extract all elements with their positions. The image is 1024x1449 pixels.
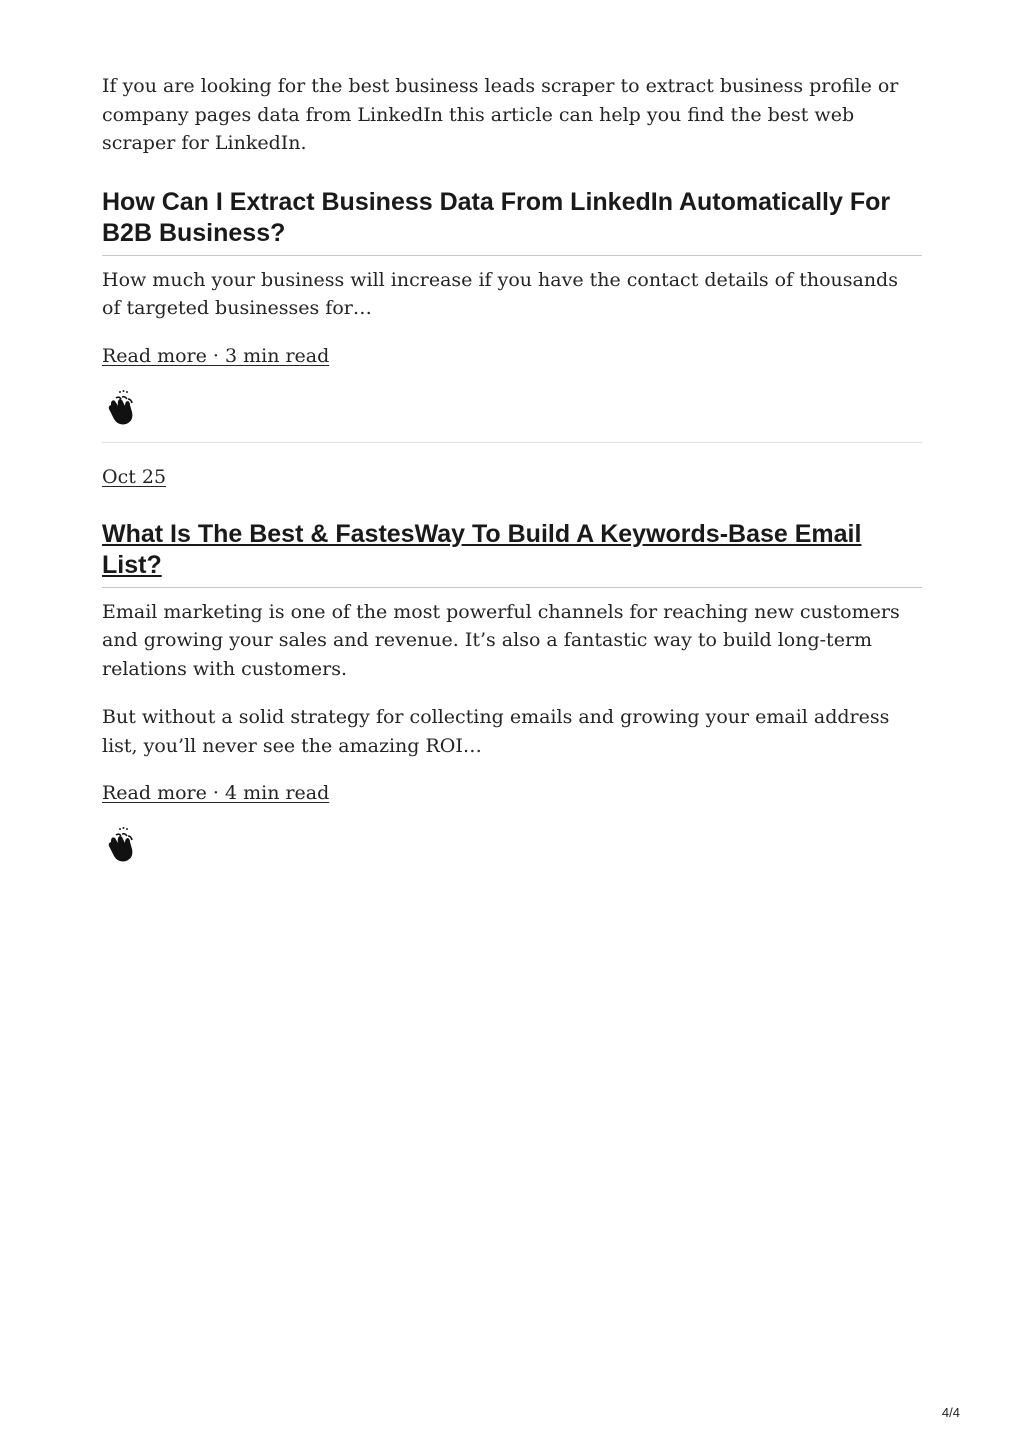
intro-paragraph: If you are looking for the best business leads scraper to extract business profile or company pages data from LinkedIn this article can help you find the best web scraper for LinkedIn.	[102, 75, 899, 154]
article2-date-link[interactable]: Oct 25	[102, 465, 167, 488]
article1-title: How Can I Extract Business Data From LinkedIn Automatically For B2B Business?	[102, 187, 922, 256]
article2-title	[102, 519, 922, 588]
article2-title-link[interactable]: What Is The Best & FastesWay To Build A Keywords-Base Email List?	[102, 519, 862, 579]
article2-excerpt-1: Email marketing is one of the most powerful channels for reaching new customers and growing your sales and revenue. It’s also a fantastic way to build long-term relations with customers.	[102, 600, 900, 680]
article2-read-more-link[interactable]: Read more · 4 min read	[102, 782, 330, 804]
article1-read-more-link[interactable]: Read more · 3 min read	[102, 344, 330, 367]
article-divider	[102, 442, 922, 443]
article1-excerpt: How much your business will increase if you have the contact details of thousands of targeted businesses for…	[102, 268, 898, 319]
article2-excerpt-2: But without a solid strategy for collecting emails and growing your email address list, you’ll never see the amazing ROI…	[102, 706, 890, 757]
page-number: 4/4	[941, 1405, 960, 1420]
clap-icon[interactable]	[102, 825, 142, 865]
article-feed	[102, 72, 922, 865]
clap-icon[interactable]	[102, 388, 142, 428]
